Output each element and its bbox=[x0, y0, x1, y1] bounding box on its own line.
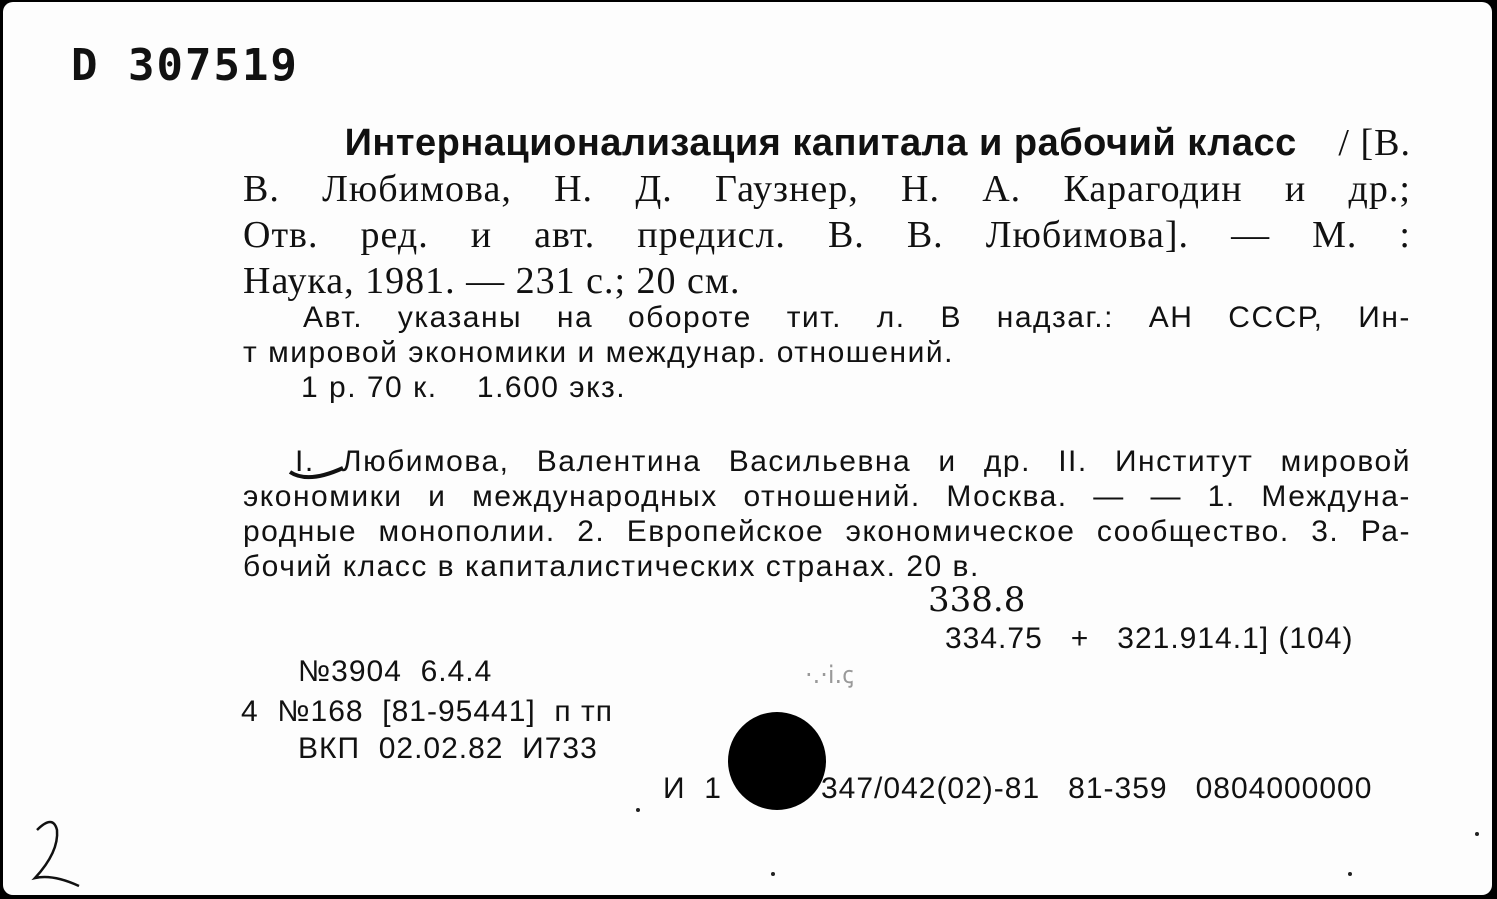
vkp-line: ВКП 02.02.82 И733 bbox=[298, 732, 598, 765]
word: Васильевна bbox=[728, 445, 912, 478]
word: 1. bbox=[1207, 480, 1236, 513]
handwritten-class-number: 338.8 bbox=[928, 580, 1026, 620]
word: : bbox=[1399, 214, 1411, 256]
word: тит. bbox=[786, 301, 842, 334]
title-line-1-rest: / [В. bbox=[1338, 122, 1411, 164]
code-prefix: И 1 bbox=[663, 772, 722, 805]
title-line-1 bbox=[243, 120, 1411, 166]
word: Институт bbox=[1114, 445, 1254, 478]
word: др.; bbox=[1348, 168, 1411, 210]
word: международных bbox=[472, 480, 718, 513]
note-line-2: т мировой экономики и междунар. отношений. bbox=[243, 336, 954, 369]
word: Междуна- bbox=[1261, 480, 1411, 513]
word: ред. bbox=[360, 214, 429, 256]
word: родные bbox=[243, 515, 358, 548]
word: Москва. bbox=[946, 480, 1068, 513]
speck bbox=[636, 808, 640, 812]
word: А. bbox=[982, 168, 1022, 210]
word: СССР, bbox=[1228, 301, 1324, 334]
code-line: 347/042(02)-81 81-359 0804000000 bbox=[821, 772, 1373, 805]
word: обороте bbox=[628, 301, 752, 334]
tracing-line-4: бочий класс в капиталистических странах. 20 в. bbox=[243, 550, 980, 583]
book-title: Интернационализация капитала и рабочий класс bbox=[344, 122, 1297, 164]
word: — bbox=[1093, 480, 1125, 513]
handwritten-margin-mark bbox=[23, 812, 93, 892]
word: АН bbox=[1148, 301, 1194, 334]
tracing-line-1 bbox=[243, 444, 1411, 479]
word: отношений. bbox=[743, 480, 921, 513]
word: монополии. bbox=[378, 515, 556, 548]
catalog-card bbox=[3, 2, 1492, 895]
word: Валентина bbox=[536, 445, 702, 478]
word: I. bbox=[295, 445, 315, 478]
word: и bbox=[938, 445, 957, 478]
word: л. bbox=[876, 301, 906, 334]
faint-stamp-mark bbox=[803, 657, 878, 692]
word: — bbox=[1150, 480, 1182, 513]
imprint-line: Наука, 1981. — 231 с.; 20 см. bbox=[243, 260, 741, 302]
word: др. bbox=[983, 445, 1031, 478]
word: Д. bbox=[635, 168, 673, 210]
word: указаны bbox=[397, 301, 523, 334]
note-line-1 bbox=[243, 300, 1411, 335]
word: М. bbox=[1312, 214, 1358, 256]
word: экономическое bbox=[845, 515, 1076, 548]
word: 3. bbox=[1311, 515, 1340, 548]
word: Любимова]. bbox=[985, 214, 1190, 256]
word: авт. bbox=[534, 214, 596, 256]
hole-punch-mark bbox=[728, 712, 826, 810]
word: В bbox=[940, 301, 962, 334]
tracing-line-2 bbox=[243, 479, 1411, 514]
word: Любимова, bbox=[322, 168, 512, 210]
notes-block bbox=[243, 300, 1411, 405]
word: Отв. bbox=[243, 214, 319, 256]
word: II. bbox=[1058, 445, 1088, 478]
book-chamber-number: 4 №168 [81-95441] п тп bbox=[241, 695, 613, 728]
word: мировой bbox=[1280, 445, 1411, 478]
tracing-line-3 bbox=[243, 514, 1411, 549]
order-number: №3904 6.4.4 bbox=[298, 655, 493, 688]
word: экономики bbox=[243, 480, 403, 513]
speck bbox=[771, 872, 775, 876]
word: Гаузнер, bbox=[715, 168, 859, 210]
tracings-block bbox=[243, 444, 1411, 584]
word: Любимова, bbox=[341, 445, 510, 478]
word: Европейское bbox=[626, 515, 825, 548]
title-line-3 bbox=[243, 212, 1411, 258]
bibliographic-entry bbox=[243, 120, 1411, 304]
word: — bbox=[1231, 214, 1271, 256]
speck bbox=[1475, 832, 1479, 836]
word: В. bbox=[827, 214, 865, 256]
call-number: D 307519 bbox=[71, 40, 299, 91]
price-line: 1 р. 70 к. 1.600 экз. bbox=[301, 371, 627, 404]
word: предисл. bbox=[637, 214, 786, 256]
title-line-2 bbox=[243, 166, 1411, 212]
word: и bbox=[1284, 168, 1307, 210]
word: Н. bbox=[554, 168, 594, 210]
word: Авт. bbox=[303, 301, 364, 334]
word: Карагодин bbox=[1063, 168, 1243, 210]
word: В. bbox=[906, 214, 944, 256]
udc-index: 334.75 + 321.914.1] (104) bbox=[945, 622, 1354, 655]
word: сообщество. bbox=[1096, 515, 1290, 548]
word: Ин- bbox=[1358, 301, 1411, 334]
underline-stroke bbox=[288, 464, 348, 486]
word: В. bbox=[243, 168, 280, 210]
word: и bbox=[470, 214, 493, 256]
word: на bbox=[556, 301, 594, 334]
speck bbox=[1348, 872, 1352, 876]
svg-text:·.·i.ꞔ: ·.·i.ꞔ bbox=[805, 661, 854, 689]
word: надзаг.: bbox=[996, 301, 1114, 334]
word: 2. bbox=[577, 515, 606, 548]
word: Ра- bbox=[1360, 515, 1411, 548]
word: и bbox=[428, 480, 447, 513]
word: Н. bbox=[901, 168, 940, 210]
